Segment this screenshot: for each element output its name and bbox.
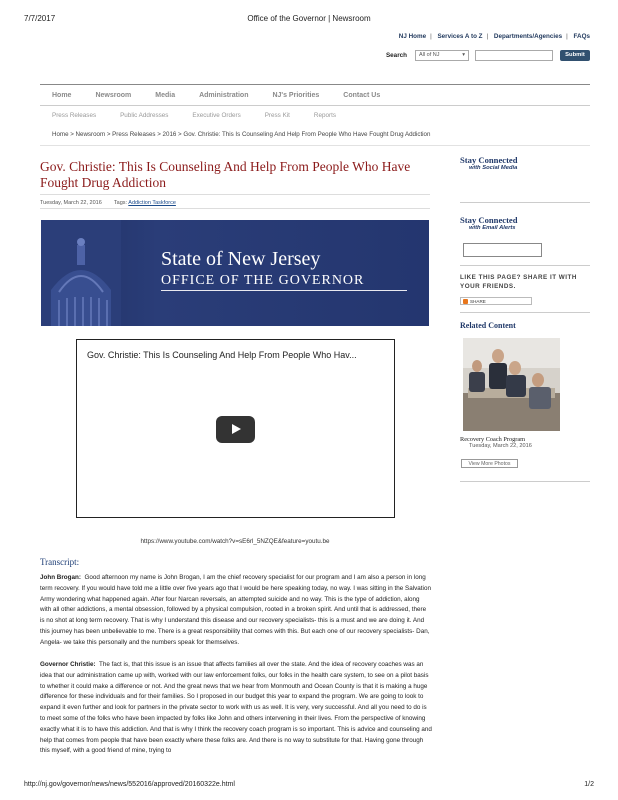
divider bbox=[460, 202, 590, 203]
search-scope-select[interactable]: All of NJ ▾ bbox=[415, 50, 469, 61]
print-date: 7/7/2017 bbox=[24, 14, 56, 23]
banner-office-text: OFFICE OF THE GOVERNOR bbox=[161, 273, 365, 288]
nav-newsroom[interactable]: Newsroom bbox=[95, 91, 132, 99]
nav-administration[interactable]: Administration bbox=[199, 91, 249, 99]
governor-banner bbox=[41, 220, 429, 326]
sidebar-related bbox=[460, 321, 590, 330]
footer-url: http://nj.gov/governor/news/news/552016/approved/20160322e.html bbox=[24, 781, 235, 788]
speaker-name: Governor Christie: bbox=[40, 661, 96, 668]
nav-home[interactable]: Home bbox=[52, 91, 72, 99]
view-more-photos-button[interactable]: View More Photos bbox=[461, 459, 518, 468]
divider bbox=[40, 208, 430, 209]
capitol-dome-image bbox=[41, 220, 121, 326]
social-media-link[interactable]: with Social Media bbox=[469, 165, 518, 171]
stay-connected-heading: Stay Connected bbox=[460, 155, 518, 165]
related-photo[interactable] bbox=[463, 338, 560, 431]
article-date: Tuesday, March 22, 2016 bbox=[40, 200, 102, 206]
divider bbox=[460, 481, 590, 482]
transcript-paragraph bbox=[40, 660, 432, 757]
banner-divider bbox=[161, 290, 407, 291]
transcript-paragraph bbox=[40, 573, 432, 649]
nj-home-link[interactable]: NJ Home bbox=[398, 33, 427, 40]
breadcrumb[interactable]: Home > Newsroom > Press Releases > 2016 > Gov. Christie: This Is Counseling And Help From People Who Have Fought Drug Addiction bbox=[52, 131, 431, 138]
related-item bbox=[460, 436, 590, 449]
view-more-wrap bbox=[460, 459, 590, 471]
page-title: Gov. Christie: This Is Counseling And Help From People Who Have Fought Drug Addiction bbox=[40, 159, 411, 190]
print-header bbox=[24, 14, 594, 24]
share-button[interactable]: SHARE bbox=[460, 297, 532, 305]
email-alerts-label: with Email Alerts bbox=[469, 225, 516, 231]
share-heading: LIKE THIS PAGE? SHARE IT WITH YOUR FRIENDS. bbox=[460, 274, 577, 290]
nav-priorities[interactable]: NJ's Priorities bbox=[272, 91, 320, 99]
sidebar-bottom bbox=[460, 481, 590, 482]
related-date: Tuesday, March 22, 2016 bbox=[469, 443, 532, 449]
divider bbox=[460, 265, 590, 266]
sub-nav bbox=[40, 112, 590, 124]
tag-link[interactable]: Addiction Taskforce bbox=[128, 200, 176, 206]
article-meta bbox=[40, 200, 176, 206]
video-url[interactable]: https://www.youtube.com/watch?v=sE6rl_5NZQE&feature=youtu.be bbox=[140, 538, 330, 545]
tags-label: Tags: bbox=[113, 200, 128, 206]
speaker-name: John Brogan: bbox=[40, 574, 81, 581]
submit-button[interactable]: Submit bbox=[560, 50, 590, 61]
divider bbox=[40, 145, 590, 146]
search-label: Search bbox=[385, 51, 407, 59]
email-input[interactable] bbox=[463, 243, 542, 257]
nav-contact[interactable]: Contact Us bbox=[343, 91, 381, 99]
services-link[interactable]: Services A to Z bbox=[437, 33, 483, 40]
stay-connected-email-heading: Stay Connected bbox=[460, 215, 518, 225]
subnav-press-releases[interactable]: Press Releases bbox=[52, 112, 97, 119]
divider bbox=[460, 312, 590, 313]
search-bar bbox=[386, 49, 590, 61]
sidebar-share bbox=[460, 274, 590, 314]
video-title[interactable]: Gov. Christie: This Is Counseling And Help From People Who Hav... bbox=[87, 350, 357, 360]
banner-state-text: State of New Jersey bbox=[161, 248, 321, 270]
video-player[interactable] bbox=[76, 339, 395, 518]
subnav-press-kit[interactable]: Press Kit bbox=[264, 112, 290, 119]
paragraph-text: Good afternoon my name is John Brogan, I am the chief recovery specialist for our program and I am also a person in long term recovery. If you would have told me a little over five years ago that I would be here speaking today, no way. I was sitting in the Salvation Army wondering what happened again. After four Narcan reversals, an attempted suicide and no way. This is the type of addiction, along with all other addictions, a mental obsession, followed by a physical compulsion, rooted in a broken spirit. And until that is addressed, there is no shot at long term recovery. That is why I understand this disease and our recovery specialists- this is a must and we are doing it. And this journey has been unbelievable to me. There is a great responsibility that comes with this. But each one of our recovery specialists- Dan, Angela- we take this personally and the numbers speak for themselves. bbox=[40, 574, 431, 646]
play-icon bbox=[232, 424, 241, 434]
main-nav bbox=[40, 84, 590, 106]
page-number: 1/2 bbox=[584, 781, 594, 788]
divider bbox=[40, 194, 430, 195]
nav-media[interactable]: Media bbox=[155, 91, 176, 99]
related-title-link[interactable]: Recovery Coach Program bbox=[460, 436, 526, 443]
related-photo-frame bbox=[460, 338, 590, 434]
departments-link[interactable]: Departments/Agencies bbox=[493, 33, 563, 40]
play-button[interactable] bbox=[216, 416, 255, 443]
related-content-heading: Related Content bbox=[460, 321, 516, 330]
transcript-heading: Transcript: bbox=[40, 557, 80, 567]
subnav-reports[interactable]: Reports bbox=[313, 112, 336, 119]
print-title: Office of the Governor | Newsroom bbox=[247, 14, 371, 23]
chevron-down-icon: ▾ bbox=[462, 52, 465, 58]
faqs-link[interactable]: FAQs bbox=[573, 33, 590, 40]
sidebar-social bbox=[460, 155, 590, 171]
sidebar-email bbox=[460, 215, 590, 231]
paragraph-text: The fact is, that this issue is an issue that affects families all over the state. And the idea of recovery coaches was an idea that our administration came up with, worked with our law enforcement folks, our folks in the health care system, to see on a pilot basis to whether it could make a difference or not. And the great news that we hear from Monmouth and Ocean County is that it is making a huge difference for these individuals and for their families. So I proposed in our budget this year to expand the program. We are going to look to expand it even further and look for partners in the private sector to work with us as well. It is very, very successful. And all you need to do is to meet some of the folks who have been impacted by folks like John and others intervening in their lives. From the perspective of knowing exactly what it is to have this addiction. And that is why I think the recovery coach program is so important. This is advice and counseling and help that comes from people that have been exactly where these folks are. And there is no way to substitute for that. Having gone through this myself, with a good friend of mine, trying to bbox=[40, 661, 432, 755]
search-input[interactable] bbox=[475, 50, 553, 61]
share-icon bbox=[463, 299, 468, 304]
subnav-public-addresses[interactable]: Public Addresses bbox=[120, 112, 169, 119]
subnav-executive-orders[interactable]: Executive Orders bbox=[192, 112, 241, 119]
top-links: NJ Home | Services A to Z | Departments/Agencies | FAQs bbox=[398, 33, 590, 40]
